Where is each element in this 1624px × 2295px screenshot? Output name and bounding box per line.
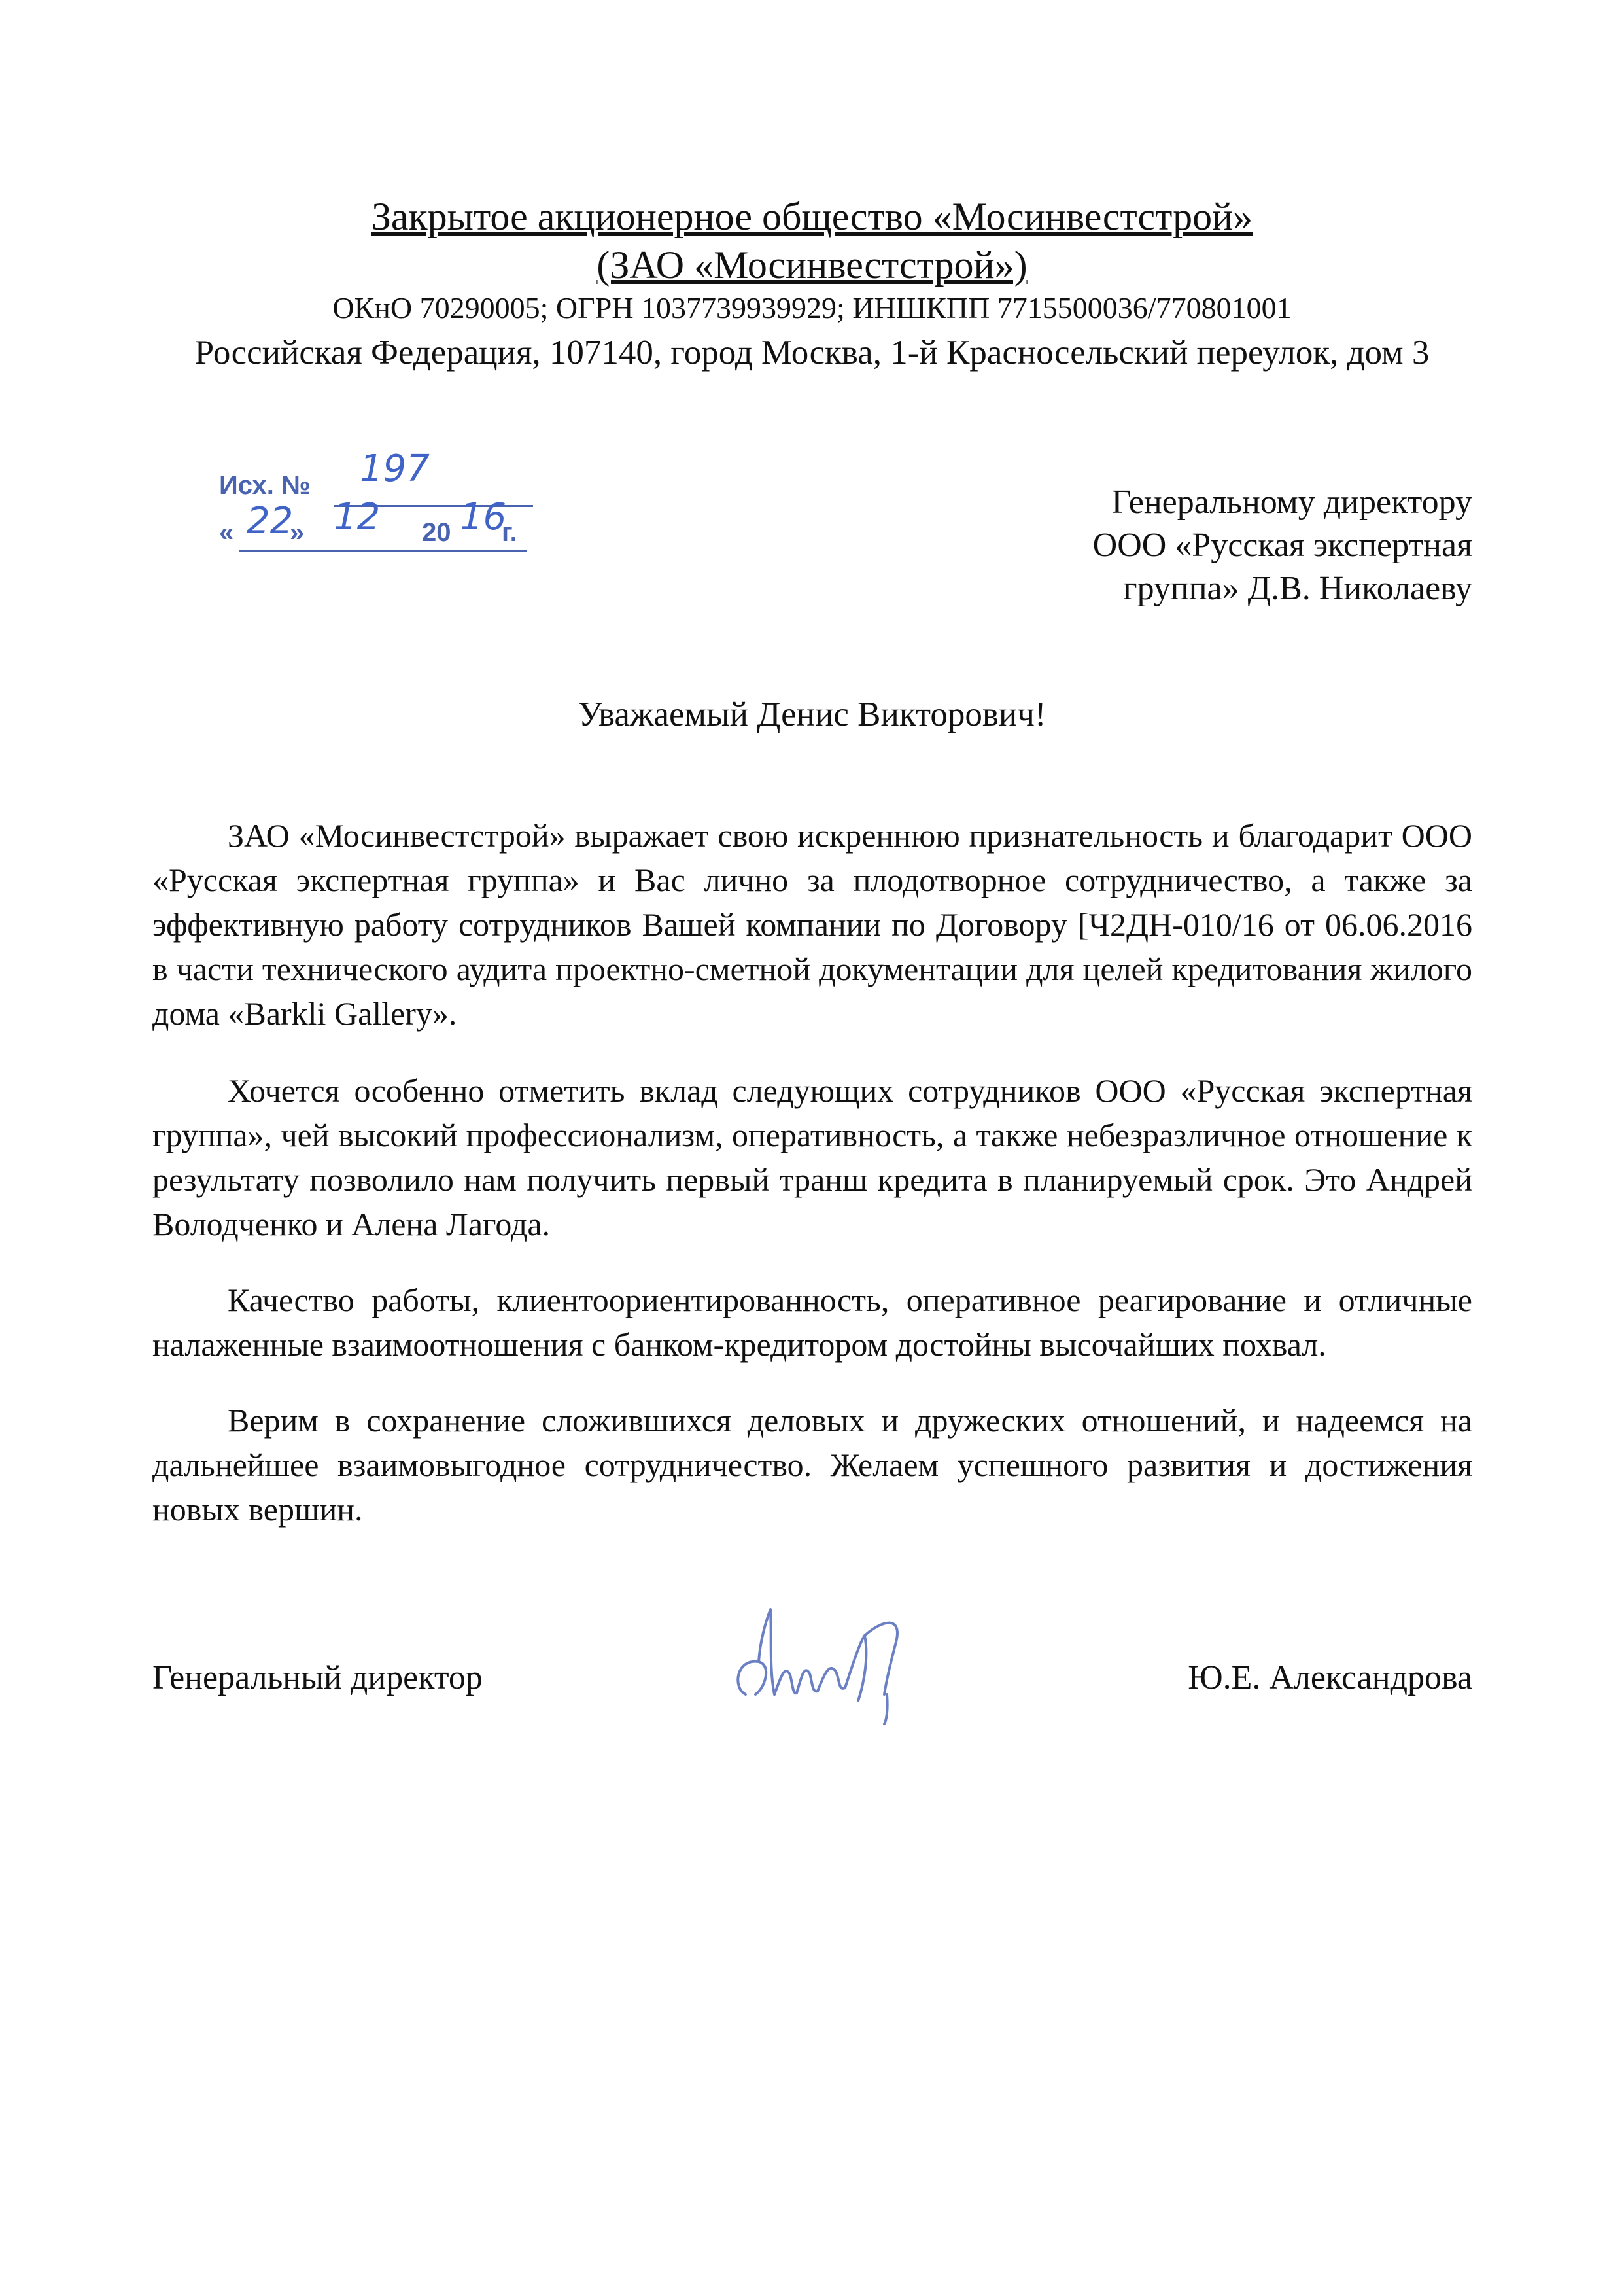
stamp-date-underline <box>239 550 527 552</box>
company-name: Закрытое акционерное общество «Мосинвестстрой» <box>371 195 1253 238</box>
registration-codes: ОКнО 70290005; ОГРН 1037739939929; ИНШКПП 7715500036/770801001 <box>332 291 1292 324</box>
stamp-outgoing-number: 197 <box>360 447 430 490</box>
signatory-title: Генеральный директор <box>152 1659 483 1696</box>
stamp-open-quote: « <box>219 518 234 547</box>
handwritten-signature <box>719 1596 929 1727</box>
body-paragraph-3: Качество работы, клиентоориентированность, оперативное реагирование и отличные налаженные взаимоотношения с банком-кредитором достойны высочайших похвал. <box>152 1282 1472 1363</box>
addressee-block <box>1093 481 1472 610</box>
body-paragraph-1: ЗАО «Мосинвестстрой» выражает свою искреннюю признательность и благодарит ООО «Русская экспертная группа» и Вас лично за плодотворное сотрудничество, а также за эффективную работу сотрудников Вашей компании по Договору [Ч2ДН-010/16 от 06.06.2016 в части технического аудита проектно-сметной документации для целей кредитования жилого дома «Barkli Gallery». <box>152 817 1472 1032</box>
stamp-year-mark: г. <box>502 518 517 547</box>
body-paragraph-4: Верим в сохранение сложившихся деловых и дружеских отношений, и надеемся на дальнейшее взаимовыгодное сотрудничество. Желаем успешного развития и достижения новых вершин. <box>152 1402 1472 1528</box>
outgoing-number-stamp <box>219 447 533 556</box>
company-address: Российская Федерация, 107140, город Москва, 1-й Красносельский переулок, дом 3 <box>194 334 1430 372</box>
stamp-day: 22 <box>247 500 294 542</box>
addressee-line-3: группа» Д.В. Николаеву <box>1123 570 1472 607</box>
signatory-name: Ю.Е. Александрова <box>1188 1659 1472 1696</box>
stamp-ish-label: Исх. № <box>219 471 311 500</box>
company-short-name: (ЗАО «Мосинвестстрой») <box>596 243 1028 287</box>
addressee-line-1: Генеральному директору <box>1111 483 1472 521</box>
stamp-close-quote: » <box>290 518 305 547</box>
body-paragraph-2: Хочется особенно отметить вклад следующих сотрудников ООО «Русская экспертная группа», чей высокий профессионализм, оперативность, а также небезразличное отношение к результату позволило нам получить первый транш кредита в планируемый срок. Это Андрей Володченко и Алена Лагода. <box>152 1072 1472 1242</box>
stamp-month: 12 <box>334 496 381 538</box>
addressee-line-2: ООО «Русская экспертная <box>1092 527 1472 564</box>
stamp-year-suffix: 16 <box>460 496 507 538</box>
salutation: Уважаемый Денис Викторович! <box>578 695 1046 733</box>
stamp-year-prefix: 20 <box>422 518 451 547</box>
